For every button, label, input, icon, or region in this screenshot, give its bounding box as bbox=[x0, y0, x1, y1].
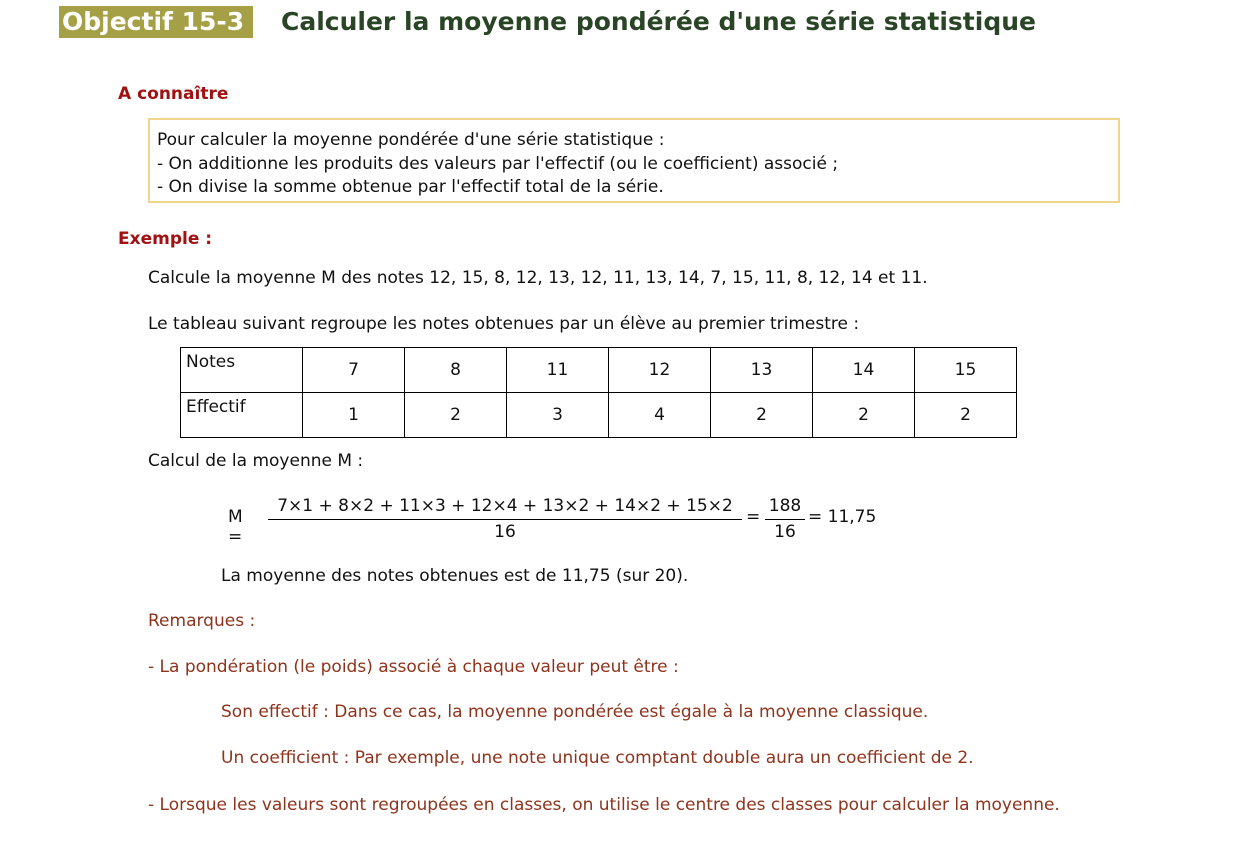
remarks-heading: Remarques : bbox=[148, 611, 256, 631]
note-cell: 7 bbox=[303, 348, 405, 393]
page-title: Calculer la moyenne pondérée d'une série statistique bbox=[281, 7, 1036, 36]
remark-subitem: Son effectif : Dans ce cas, la moyenne pondérée est égale à la moyenne classique. bbox=[221, 702, 929, 722]
row-label-notes: Notes bbox=[181, 348, 303, 393]
effectif-cell: 1 bbox=[303, 393, 405, 438]
conclusion: La moyenne des notes obtenues est de 11,75 (sur 20). bbox=[221, 566, 689, 586]
rule-line: - On additionne les produits des valeurs par l'effectif (ou le coefficient) associé ; bbox=[157, 153, 839, 174]
grades-table bbox=[180, 347, 1017, 438]
effectif-cell: 2 bbox=[813, 393, 915, 438]
formula-equals: = bbox=[746, 507, 761, 527]
formula-result: = 11,75 bbox=[808, 507, 877, 527]
example-heading: Exemple : bbox=[118, 229, 213, 249]
formula-denominator: 16 bbox=[494, 522, 516, 542]
table-row bbox=[181, 393, 1017, 438]
effectif-cell: 4 bbox=[609, 393, 711, 438]
formula-lhs: M = bbox=[228, 507, 243, 547]
note-cell: 13 bbox=[711, 348, 813, 393]
effectif-cell: 3 bbox=[507, 393, 609, 438]
rule-line: - On divise la somme obtenue par l'effectif total de la série. bbox=[157, 177, 664, 197]
rule-box bbox=[148, 118, 1120, 203]
formula-fraction bbox=[268, 494, 742, 545]
table-intro: Le tableau suivant regroupe les notes obtenues par un élève au premier trimestre : bbox=[148, 314, 860, 334]
note-cell: 11 bbox=[507, 348, 609, 393]
remark-item: - Lorsque les valeurs sont regroupées en classes, on utilise le centre des classes pour calculer la moyenne. bbox=[148, 795, 1060, 815]
remark-subitem: Un coefficient : Par exemple, une note unique comptant double aura un coefficient de 2. bbox=[221, 748, 974, 768]
note-cell: 15 bbox=[915, 348, 1017, 393]
remark-item: - La pondération (le poids) associé à chaque valeur peut être : bbox=[148, 657, 679, 677]
example-statement: Calcule la moyenne M des notes 12, 15, 8, 12, 13, 12, 11, 13, 14, 7, 15, 11, 8, 12, 14 et 11. bbox=[148, 268, 928, 288]
formula-numerator: 7×1 + 8×2 + 11×3 + 12×4 + 13×2 + 14×2 + 15×2 bbox=[277, 496, 733, 516]
note-cell: 14 bbox=[813, 348, 915, 393]
effectif-cell: 2 bbox=[915, 393, 1017, 438]
effectif-cell: 2 bbox=[405, 393, 507, 438]
note-cell: 12 bbox=[609, 348, 711, 393]
note-cell: 8 bbox=[405, 348, 507, 393]
calc-label: Calcul de la moyenne M : bbox=[148, 451, 364, 471]
table-row bbox=[181, 348, 1017, 393]
formula-denominator-2: 16 bbox=[774, 522, 796, 542]
formula-numerator-2: 188 bbox=[768, 496, 802, 516]
objective-badge: Objectif 15-3 bbox=[59, 6, 253, 38]
formula-fraction-simplified bbox=[765, 494, 805, 545]
knowledge-heading: A connaître bbox=[118, 84, 229, 104]
row-label-effectif: Effectif bbox=[181, 393, 303, 438]
rule-line: Pour calculer la moyenne pondérée d'une série statistique : bbox=[157, 130, 665, 150]
effectif-cell: 2 bbox=[711, 393, 813, 438]
